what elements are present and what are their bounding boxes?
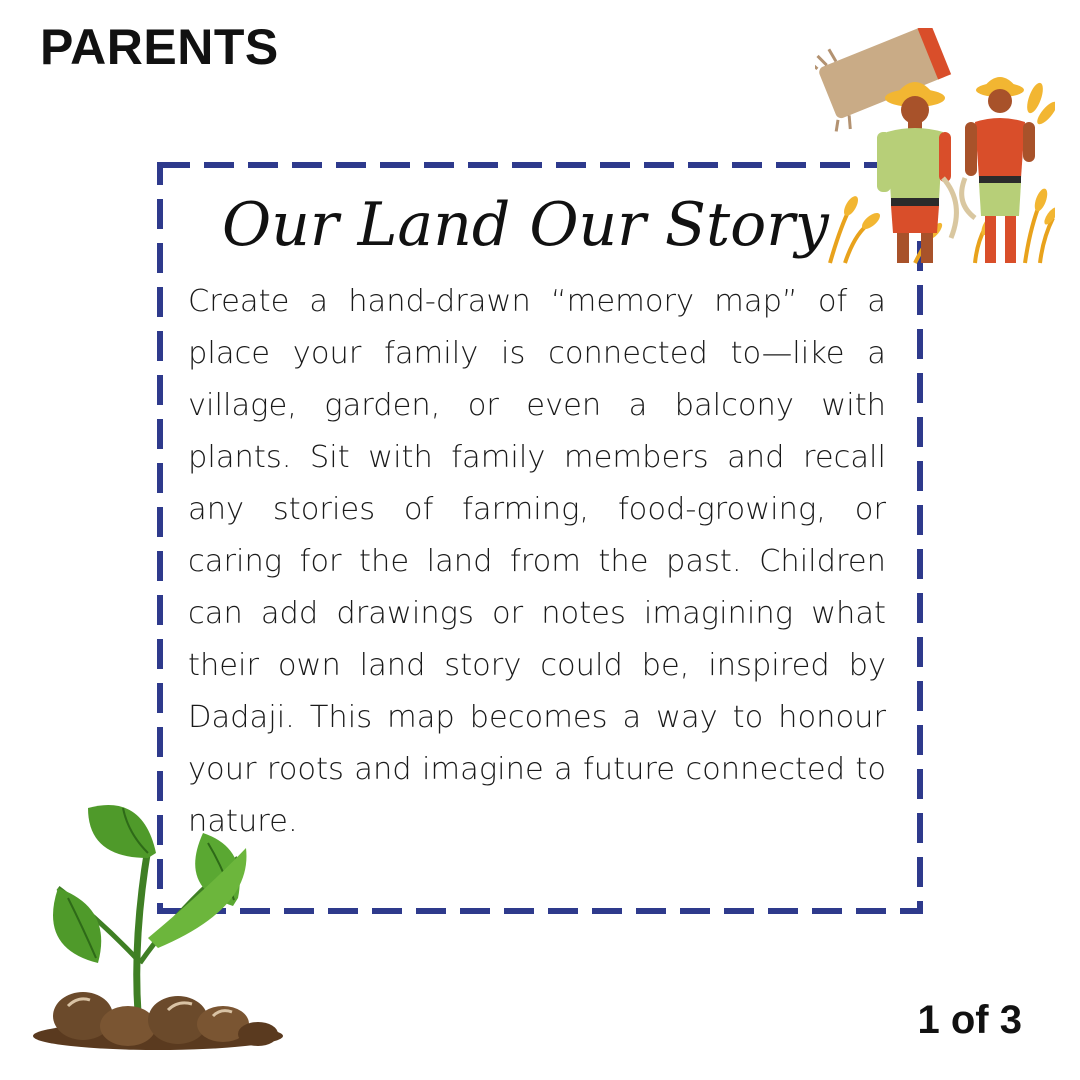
card-title: Our Land Our Story: [216, 190, 835, 260]
page-indicator: 1 of 3: [917, 998, 1022, 1042]
seedling-illustration: [28, 788, 283, 1053]
section-label: PARENTS: [40, 19, 279, 75]
farmers-illustration: [815, 28, 1055, 273]
card-body-text: Create a hand-drawn “memory map” of a place your family is connected to—like a village, garden, or even a balcony with plants. Sit with family members and recall any stories of farming, food-growing, or caring for the land from the past. Children can add drawings or notes imagining what their own land story could be, inspired by Dadaji. This map becomes a way to honour your roots and imagine a future connected to nature.: [188, 284, 886, 839]
